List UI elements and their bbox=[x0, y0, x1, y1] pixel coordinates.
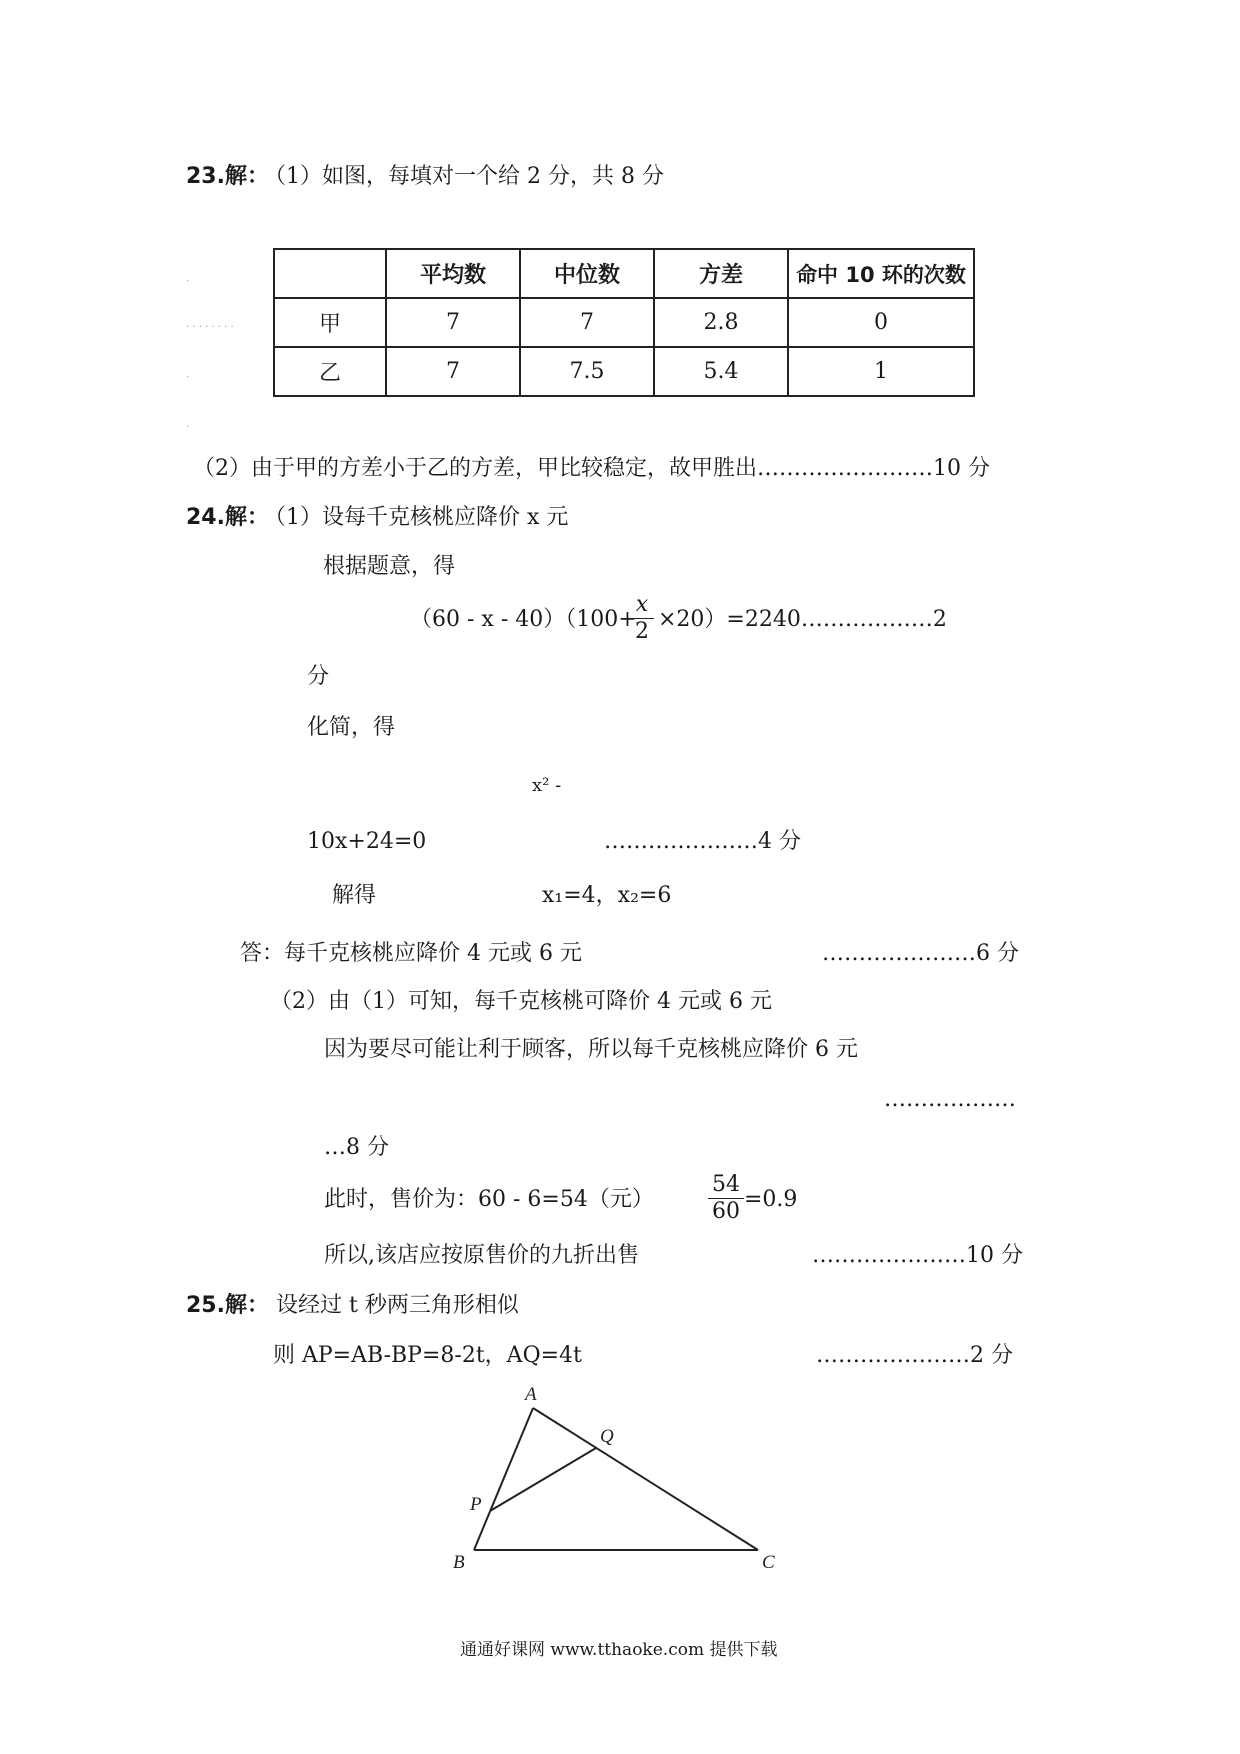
q23-part1: （1）如图，每填对一个给 2 分，共 8 分 bbox=[264, 164, 664, 189]
table-cell: 7 bbox=[520, 298, 654, 347]
table-header-cell: 中位数 bbox=[520, 249, 654, 298]
table-row bbox=[274, 298, 974, 347]
q24-answer-score: …………………6 分 bbox=[822, 941, 1019, 966]
q24-equation-score: 分 bbox=[307, 664, 330, 689]
table-cell: 2.8 bbox=[654, 298, 788, 347]
table-header-cell: 命中 10 环的次数 bbox=[788, 249, 974, 298]
q24-solve-value: x₁=4，x₂=6 bbox=[542, 883, 672, 908]
footer-text: 通通好课网 www.tthaoke.com 提供下载 bbox=[460, 1640, 778, 1660]
fraction-denominator: 60 bbox=[712, 1199, 740, 1224]
q24-solve-label: 解得 bbox=[332, 883, 377, 908]
scan-mark: · bbox=[186, 422, 190, 433]
q24-part2-dots: ……………… bbox=[884, 1087, 1016, 1112]
q24-price-fraction bbox=[708, 1172, 744, 1225]
q24-price-result: =0.9 bbox=[744, 1187, 798, 1212]
table-header-row bbox=[274, 249, 974, 298]
q23-part2: （2）由于甲的方差小于乙的方差，甲比较稳定，故甲胜出……………………10 分 bbox=[193, 456, 990, 481]
table-row bbox=[274, 347, 974, 396]
q24-quadratic-top: x² - bbox=[532, 775, 562, 796]
segment-ac bbox=[533, 1408, 758, 1550]
q23-title: 23.解： bbox=[186, 164, 269, 189]
table-cell: 0 bbox=[788, 298, 974, 347]
q24-part2-line4-score: …………………10 分 bbox=[812, 1243, 1023, 1268]
label-b: B bbox=[453, 1552, 465, 1573]
table-header-cell bbox=[274, 249, 386, 298]
fraction-denominator: 2 bbox=[635, 619, 649, 644]
fraction-numerator: x bbox=[630, 592, 654, 619]
table-header-cell: 平均数 bbox=[386, 249, 520, 298]
q25-line2: 则 AP=AB-BP=8-2t，AQ=4t bbox=[273, 1343, 582, 1368]
table-header-cell: 方差 bbox=[654, 249, 788, 298]
table-cell: 甲 bbox=[274, 298, 386, 347]
q24-part2-line1: （2）由（1）可知，每千克核桃可降价 4 元或 6 元 bbox=[270, 989, 772, 1014]
q24-equation-fraction bbox=[630, 592, 654, 645]
table-cell: 1 bbox=[788, 347, 974, 396]
segment-pq bbox=[490, 1448, 596, 1511]
q24-line4: 化简，得 bbox=[307, 715, 396, 740]
q24-quadratic-score: …………………4 分 bbox=[604, 829, 801, 854]
label-a: A bbox=[525, 1384, 537, 1405]
table-cell: 乙 bbox=[274, 347, 386, 396]
scan-mark: · bbox=[186, 276, 190, 287]
label-q: Q bbox=[600, 1426, 614, 1447]
table-cell: 7 bbox=[386, 298, 520, 347]
table-cell: 7 bbox=[386, 347, 520, 396]
q24-title: 24.解： bbox=[186, 505, 269, 530]
q24-part2-line4: 所以,该店应按原售价的九折出售 bbox=[324, 1243, 639, 1268]
label-c: C bbox=[762, 1552, 775, 1573]
triangle-figure bbox=[440, 1380, 800, 1580]
score-table bbox=[273, 248, 975, 397]
q24-line1: （1）设每千克核桃应降价 x 元 bbox=[264, 505, 569, 530]
q24-quadratic-bottom: 10x+24=0 bbox=[307, 829, 427, 854]
q24-line2: 根据题意，得 bbox=[323, 554, 456, 579]
q25-line2-score: …………………2 分 bbox=[816, 1343, 1013, 1368]
scan-mark: · · · · · · · · bbox=[186, 322, 234, 333]
q25-title: 25.解： bbox=[186, 1293, 269, 1318]
q24-part2-line2: 因为要尽可能让利于顾客，所以每千克核桃应降价 6 元 bbox=[324, 1037, 858, 1062]
q24-equation-left: （60 - x - 40）（100+ bbox=[410, 607, 637, 632]
table-cell: 7.5 bbox=[520, 347, 654, 396]
label-p: P bbox=[470, 1494, 482, 1515]
table-cell: 5.4 bbox=[654, 347, 788, 396]
scan-mark: · bbox=[186, 372, 190, 383]
q24-part2-score: …8 分 bbox=[324, 1135, 389, 1160]
q24-equation-right: ×20）=2240………………2 bbox=[658, 607, 947, 632]
fraction-numerator: 54 bbox=[708, 1172, 744, 1199]
q24-answer: 答：每千克核桃应降价 4 元或 6 元 bbox=[240, 941, 582, 966]
q25-line1: 设经过 t 秒两三角形相似 bbox=[276, 1293, 519, 1318]
segment-ab bbox=[474, 1408, 533, 1550]
q24-part2-line3: 此时，售价为：60 - 6=54（元） bbox=[324, 1187, 654, 1212]
